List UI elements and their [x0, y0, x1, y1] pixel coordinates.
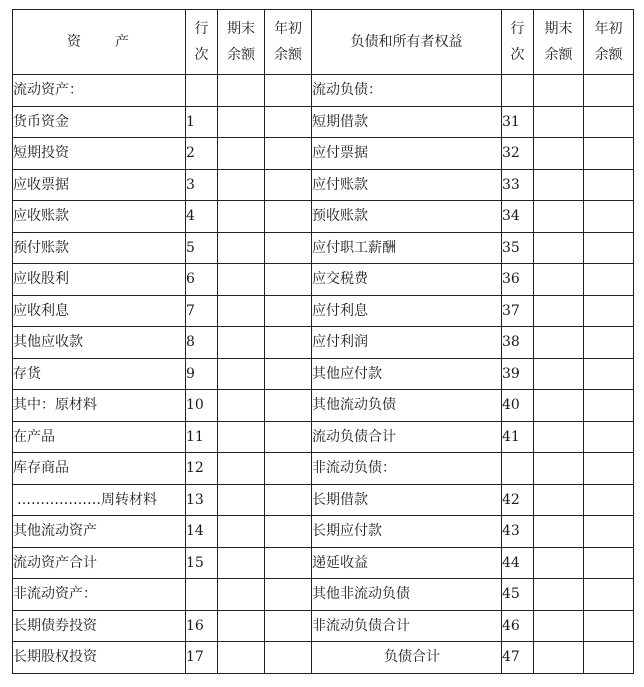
asset-begin-balance — [265, 75, 312, 107]
asset-begin-balance — [265, 264, 312, 296]
end-balance-header-line2: 余额 — [227, 47, 255, 63]
liability-item: 长期应付款 — [312, 516, 502, 548]
asset-end-balance — [218, 264, 265, 296]
row-no-header-line1: 行 — [510, 21, 525, 37]
liability-row-no: 32 — [502, 138, 534, 170]
asset-item: 其他应收款 — [13, 327, 186, 359]
asset-row-no: 6 — [186, 264, 218, 296]
asset-end-balance — [218, 516, 265, 548]
asset-begin-balance — [265, 453, 312, 485]
asset-row-no: 12 — [186, 453, 218, 485]
asset-item: 库存商品 — [13, 453, 186, 485]
liability-row-no: 47 — [502, 642, 534, 674]
liability-end-balance — [534, 453, 584, 485]
asset-row-no: 1 — [186, 106, 218, 138]
liability-begin-balance — [584, 610, 634, 642]
liability-item: 递延收益 — [312, 547, 502, 579]
asset-item: 应收股利 — [13, 264, 186, 296]
asset-row-no: 8 — [186, 327, 218, 359]
asset-item: ………………周转材料 — [13, 484, 186, 516]
liability-end-balance — [534, 610, 584, 642]
asset-item: 短期投资 — [13, 138, 186, 170]
liability-item: 短期借款 — [312, 106, 502, 138]
asset-item: 其他流动资产 — [13, 516, 186, 548]
asset-item: 预付账款 — [13, 232, 186, 264]
begin-balance-header-line1: 年初 — [594, 21, 623, 37]
row-no-header-line2: 次 — [194, 47, 209, 63]
liability-item: 应付票据 — [312, 138, 502, 170]
liability-end-balance — [534, 169, 584, 201]
liability-row-no: 31 — [502, 106, 534, 138]
asset-row-no: 15 — [186, 547, 218, 579]
header-row — [13, 10, 634, 75]
assets-header-label: 资 产 — [67, 34, 131, 50]
liability-begin-balance — [584, 201, 634, 233]
liability-end-balance — [534, 516, 584, 548]
asset-end-balance — [218, 453, 265, 485]
row-no-header-line1: 行 — [194, 21, 209, 37]
liability-end-balance — [534, 642, 584, 674]
table-row — [13, 579, 634, 611]
asset-end-balance — [218, 232, 265, 264]
liability-row-no: 43 — [502, 516, 534, 548]
asset-begin-balance — [265, 421, 312, 453]
table-row — [13, 642, 634, 674]
asset-end-balance — [218, 138, 265, 170]
liability-begin-balance — [584, 327, 634, 359]
asset-item: 存货 — [13, 358, 186, 390]
asset-item: 长期债券投资 — [13, 610, 186, 642]
end-balance-header-line1: 期末 — [544, 21, 573, 37]
liability-row-no: 35 — [502, 232, 534, 264]
table-row — [13, 295, 634, 327]
liability-item: 其他应付款 — [312, 358, 502, 390]
liability-begin-balance — [584, 264, 634, 296]
asset-end-balance — [218, 75, 265, 107]
asset-end-balance — [218, 642, 265, 674]
asset-row-no: 3 — [186, 169, 218, 201]
liability-begin-balance — [584, 106, 634, 138]
asset-end-balance — [218, 610, 265, 642]
asset-begin-balance — [265, 642, 312, 674]
liability-row-no: 42 — [502, 484, 534, 516]
liability-begin-balance — [584, 390, 634, 422]
liability-end-balance — [534, 484, 584, 516]
asset-begin-balance — [265, 516, 312, 548]
table-row — [13, 264, 634, 296]
liability-end-balance — [534, 264, 584, 296]
liability-begin-balance — [584, 579, 634, 611]
end-balance-header-line2: 余额 — [544, 47, 573, 63]
asset-row-no: 2 — [186, 138, 218, 170]
asset-row-no — [186, 75, 218, 107]
liability-row-no — [502, 75, 534, 107]
asset-row-no: 9 — [186, 358, 218, 390]
row-no-header-right — [502, 10, 534, 75]
liability-item: 其他流动负债 — [312, 390, 502, 422]
liability-item: 非流动负债： — [312, 453, 502, 485]
table-row — [13, 390, 634, 422]
asset-begin-balance — [265, 484, 312, 516]
liability-item: 应付利润 — [312, 327, 502, 359]
liability-row-no: 46 — [502, 610, 534, 642]
asset-end-balance — [218, 201, 265, 233]
row-no-header-left — [186, 10, 218, 75]
asset-row-no: 14 — [186, 516, 218, 548]
asset-end-balance — [218, 106, 265, 138]
liability-end-balance — [534, 547, 584, 579]
liability-begin-balance — [584, 516, 634, 548]
liability-begin-balance — [584, 421, 634, 453]
liability-item: 应付账款 — [312, 169, 502, 201]
asset-begin-balance — [265, 610, 312, 642]
assets-header — [13, 10, 186, 75]
liability-item: 负债合计 — [312, 642, 502, 674]
table-row — [13, 75, 634, 107]
balance-sheet-table — [12, 9, 634, 674]
asset-end-balance — [218, 579, 265, 611]
asset-item: 其中：原材料 — [13, 390, 186, 422]
table-row — [13, 610, 634, 642]
liability-begin-balance — [584, 232, 634, 264]
end-balance-header-right — [534, 10, 584, 75]
asset-row-no: 5 — [186, 232, 218, 264]
liability-begin-balance — [584, 453, 634, 485]
table-row — [13, 106, 634, 138]
table-row — [13, 547, 634, 579]
asset-item: 流动资产： — [13, 75, 186, 107]
asset-end-balance — [218, 547, 265, 579]
liabilities-header-label: 负债和所有者权益 — [350, 34, 463, 50]
liability-end-balance — [534, 232, 584, 264]
asset-row-no: 16 — [186, 610, 218, 642]
liability-item: 应付职工薪酬 — [312, 232, 502, 264]
asset-begin-balance — [265, 579, 312, 611]
asset-end-balance — [218, 327, 265, 359]
asset-item: 非流动资产： — [13, 579, 186, 611]
liability-end-balance — [534, 106, 584, 138]
begin-balance-header-left — [265, 10, 312, 75]
liability-item: 预收账款 — [312, 201, 502, 233]
liability-row-no: 37 — [502, 295, 534, 327]
liability-end-balance — [534, 358, 584, 390]
asset-begin-balance — [265, 327, 312, 359]
row-no-header-line2: 次 — [510, 47, 525, 63]
liability-item: 长期借款 — [312, 484, 502, 516]
asset-row-no — [186, 579, 218, 611]
asset-item: 在产品 — [13, 421, 186, 453]
liability-row-no: 34 — [502, 201, 534, 233]
asset-row-no: 11 — [186, 421, 218, 453]
table-row — [13, 516, 634, 548]
table-row — [13, 327, 634, 359]
asset-begin-balance — [265, 169, 312, 201]
liability-end-balance — [534, 579, 584, 611]
asset-end-balance — [218, 484, 265, 516]
asset-end-balance — [218, 390, 265, 422]
liability-begin-balance — [584, 358, 634, 390]
asset-begin-balance — [265, 358, 312, 390]
liability-begin-balance — [584, 547, 634, 579]
table-row — [13, 169, 634, 201]
liability-end-balance — [534, 327, 584, 359]
liability-row-no: 36 — [502, 264, 534, 296]
liability-row-no: 33 — [502, 169, 534, 201]
liability-row-no: 45 — [502, 579, 534, 611]
end-balance-header-left — [218, 10, 265, 75]
asset-row-no: 13 — [186, 484, 218, 516]
liability-item: 流动负债合计 — [312, 421, 502, 453]
liability-end-balance — [534, 75, 584, 107]
liability-item: 应交税费 — [312, 264, 502, 296]
liability-item: 其他非流动负债 — [312, 579, 502, 611]
asset-begin-balance — [265, 138, 312, 170]
table-row — [13, 484, 634, 516]
begin-balance-header-right — [584, 10, 634, 75]
table-row — [13, 232, 634, 264]
asset-begin-balance — [265, 295, 312, 327]
asset-end-balance — [218, 358, 265, 390]
begin-balance-header-line2: 余额 — [594, 47, 623, 63]
liability-row-no: 38 — [502, 327, 534, 359]
begin-balance-header-line2: 余额 — [274, 47, 302, 63]
liability-row-no: 40 — [502, 390, 534, 422]
asset-end-balance — [218, 295, 265, 327]
asset-row-no: 7 — [186, 295, 218, 327]
liability-begin-balance — [584, 75, 634, 107]
asset-item: 应收利息 — [13, 295, 186, 327]
table-row — [13, 138, 634, 170]
liability-item: 流动负债： — [312, 75, 502, 107]
liability-row-no: 41 — [502, 421, 534, 453]
asset-item: 应收账款 — [13, 201, 186, 233]
asset-begin-balance — [265, 232, 312, 264]
liability-end-balance — [534, 390, 584, 422]
asset-begin-balance — [265, 201, 312, 233]
asset-begin-balance — [265, 390, 312, 422]
asset-end-balance — [218, 421, 265, 453]
end-balance-header-line1: 期末 — [227, 21, 255, 37]
liability-begin-balance — [584, 169, 634, 201]
liability-row-no: 39 — [502, 358, 534, 390]
table-row — [13, 421, 634, 453]
liability-begin-balance — [584, 642, 634, 674]
liability-end-balance — [534, 295, 584, 327]
liability-begin-balance — [584, 295, 634, 327]
asset-item: 长期股权投资 — [13, 642, 186, 674]
table-row — [13, 201, 634, 233]
table-row — [13, 358, 634, 390]
asset-begin-balance — [265, 106, 312, 138]
asset-item: 流动资产合计 — [13, 547, 186, 579]
asset-begin-balance — [265, 547, 312, 579]
liability-item: 非流动负债合计 — [312, 610, 502, 642]
asset-row-no: 17 — [186, 642, 218, 674]
asset-item: 货币资金 — [13, 106, 186, 138]
asset-item: 应收票据 — [13, 169, 186, 201]
liability-row-no: 44 — [502, 547, 534, 579]
asset-row-no: 4 — [186, 201, 218, 233]
liabilities-header — [312, 10, 502, 75]
liability-begin-balance — [584, 138, 634, 170]
asset-end-balance — [218, 169, 265, 201]
liability-row-no — [502, 453, 534, 485]
table-row — [13, 453, 634, 485]
liability-end-balance — [534, 421, 584, 453]
liability-begin-balance — [584, 484, 634, 516]
asset-row-no: 10 — [186, 390, 218, 422]
begin-balance-header-line1: 年初 — [274, 21, 302, 37]
liability-end-balance — [534, 201, 584, 233]
liability-item: 应付利息 — [312, 295, 502, 327]
liability-end-balance — [534, 138, 584, 170]
